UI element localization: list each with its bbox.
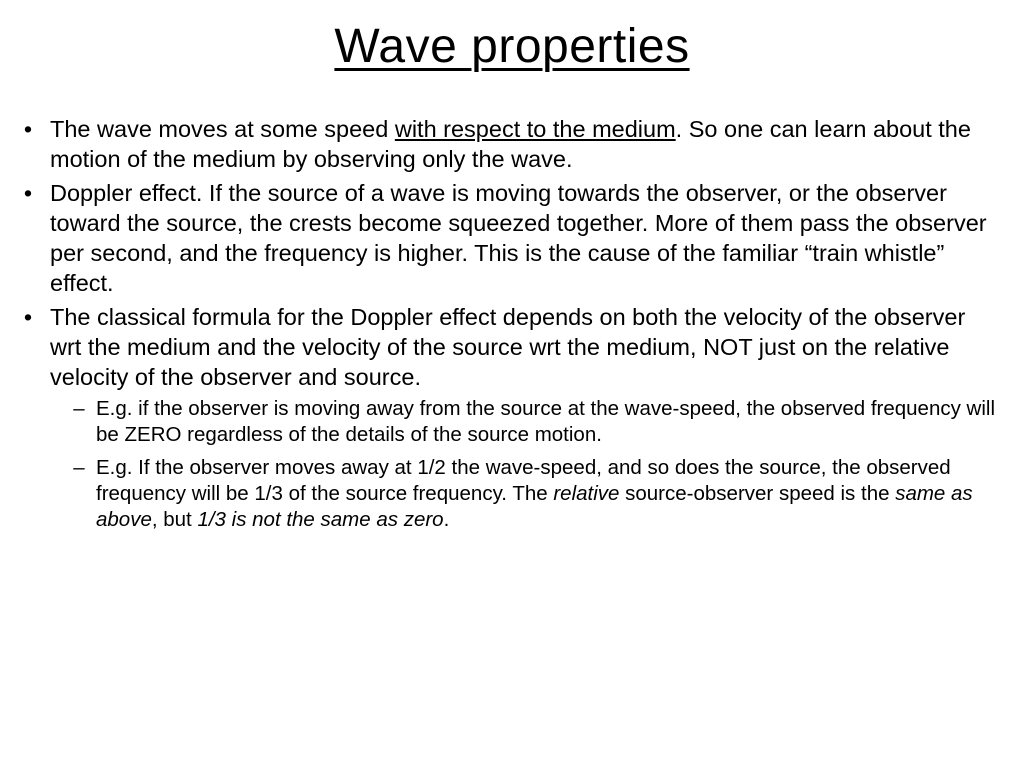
sub-bullet-1-text: E.g. if the observer is moving away from the source at the wave-speed, the observed frequency will be ZERO regardless of the details of the source motion. bbox=[96, 397, 996, 446]
sub-bullet-2-italic-2: same as above bbox=[96, 482, 973, 531]
sub-bullet-2-italic-3: 1/3 is not the same as zero bbox=[197, 508, 444, 531]
bullet-1-text-post: . So one can learn about the motion of the medium by observing only the wave. bbox=[50, 116, 971, 172]
slide-title-text: Wave properties bbox=[334, 20, 690, 73]
bullet-marker: • bbox=[23, 180, 33, 206]
bullet-marker: • bbox=[23, 116, 33, 142]
slide-body bbox=[18, 114, 998, 540]
sub-bullet-2-text-4: . bbox=[443, 508, 450, 531]
sub-bullet-2-text-2: source-observer speed is the bbox=[619, 482, 896, 505]
bullet-3-text: The classical formula for the Doppler effect depends on both the velocity of the observer wrt the medium and the velocity of the source wrt the medium, NOT just on the relative velocity of the observer and source. bbox=[50, 304, 966, 390]
sub-bullet-item-2 bbox=[18, 455, 998, 533]
sub-bullet-marker: – bbox=[73, 456, 85, 479]
sub-bullet-2-italic-1: relative bbox=[553, 482, 620, 505]
bullet-marker: • bbox=[23, 304, 33, 330]
bullet-1-underlined-text: with respect to the medium bbox=[394, 116, 676, 142]
bullet-item-1 bbox=[18, 114, 998, 174]
bullet-1-text-pre: The wave moves at some speed bbox=[50, 116, 395, 142]
bullet-item-3 bbox=[18, 302, 998, 392]
sub-bullet-2-text-3: , but bbox=[151, 508, 198, 531]
slide-title bbox=[0, 18, 1024, 76]
bullet-item-2 bbox=[18, 178, 998, 298]
bullet-2-text: Doppler effect. If the source of a wave is moving towards the observer, or the observer toward the source, the crests become squeezed together. More of them pass the observer per second, and the frequency is higher. This is the cause of the familiar “train whistle” effect. bbox=[50, 180, 987, 296]
sub-bullet-item-1 bbox=[18, 396, 998, 448]
sub-bullet-marker: – bbox=[73, 397, 85, 420]
sub-bullet-2-text-1: E.g. If the observer moves away at 1/2 the wave-speed, and so does the source, the observed frequency will be 1/3 of the source frequency. The bbox=[96, 456, 951, 505]
